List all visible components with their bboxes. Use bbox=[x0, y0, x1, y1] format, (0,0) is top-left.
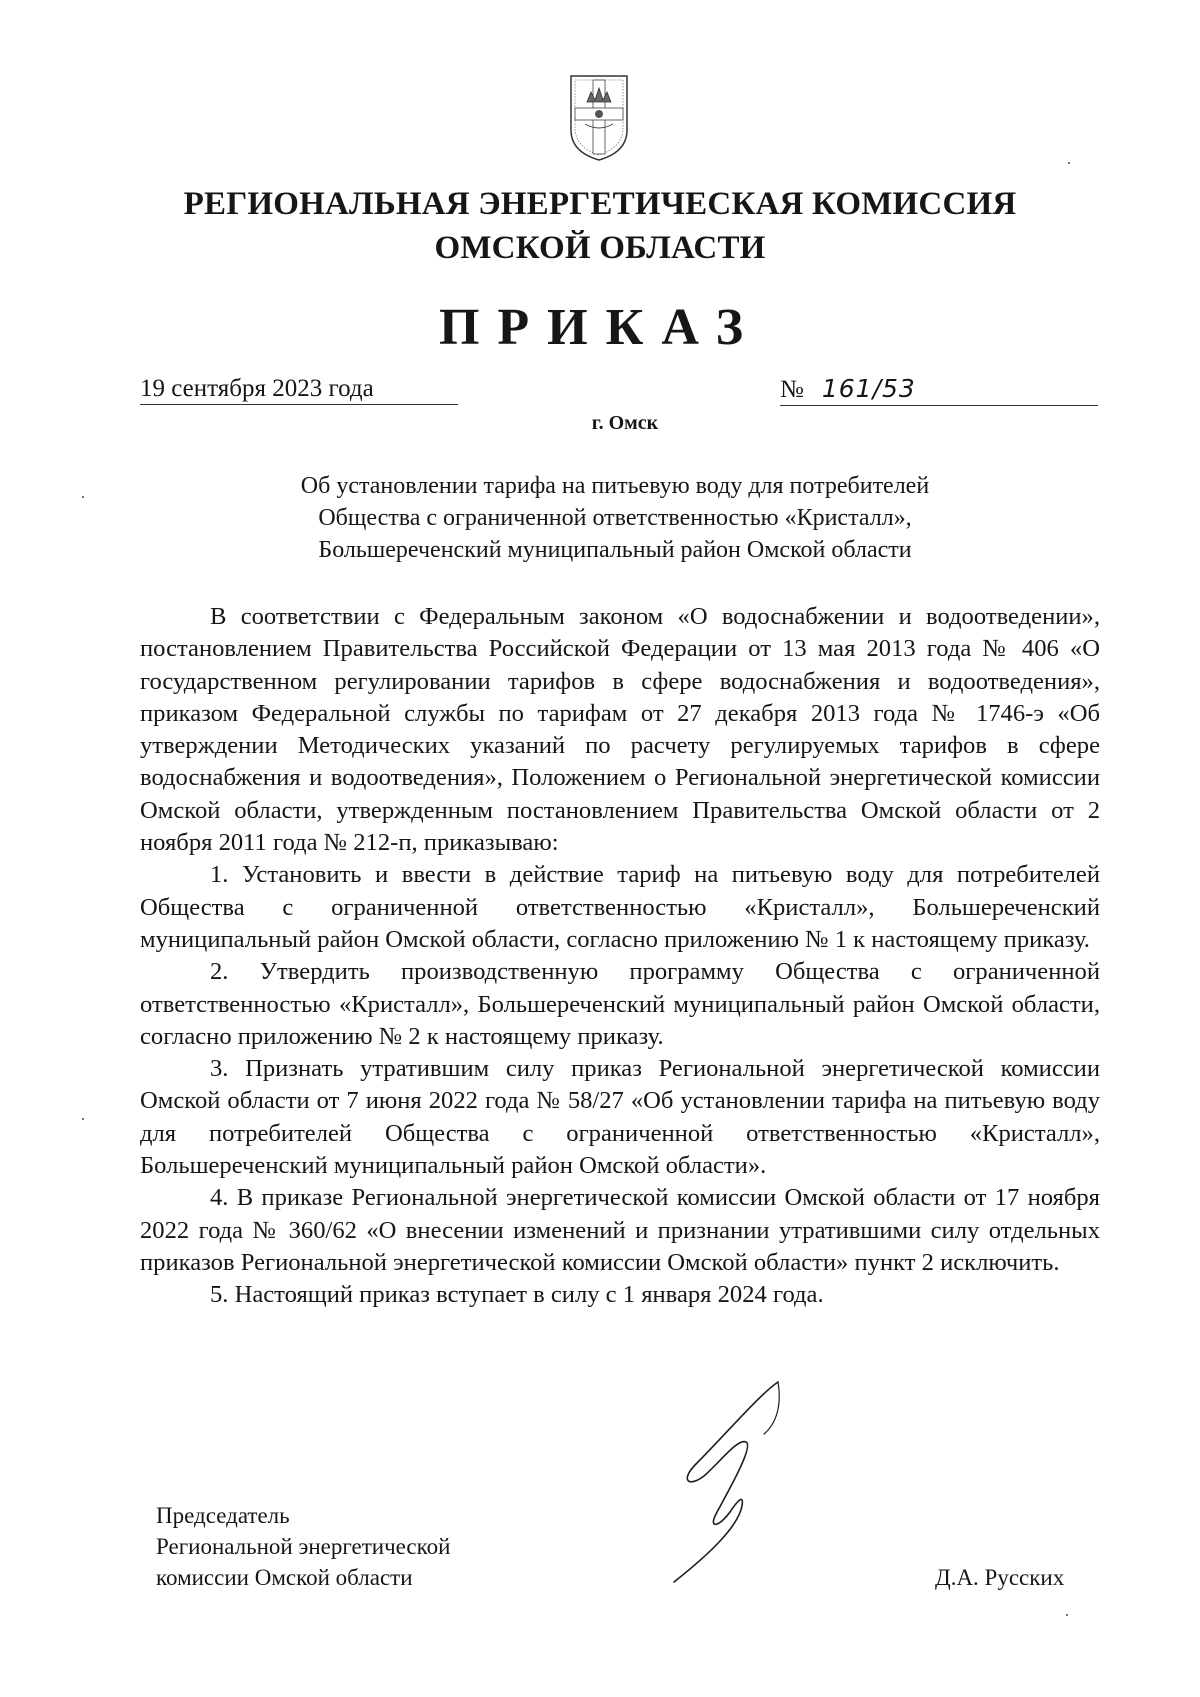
document-type-title: ПРИКАЗ bbox=[438, 299, 762, 356]
order-item-1: 1. Установить и ввести в действие тариф на питьевую воду для потребителей Общества с ограниченной ответственностью «Кристалл», Большереченский муниципальный район Омской области, согласно приложению № 1 к настоящему приказу. bbox=[140, 861, 1100, 953]
order-item-2: 2. Утвердить производственную программу Общества с ограниченной ответственностью «Кристалл», Большереченский муниципальный район Омской области, согласно приложению № 2 к настоящему приказу. bbox=[140, 958, 1100, 1050]
subject-line-3: Большереченский муниципальный район Омской области bbox=[318, 537, 912, 563]
organization-name bbox=[0, 182, 1200, 270]
signer-position-line-1: Председатель bbox=[156, 1503, 290, 1528]
scan-speck bbox=[1068, 162, 1070, 164]
document-date: 19 сентября 2023 года bbox=[140, 374, 458, 405]
scan-speck bbox=[82, 496, 84, 498]
order-item-3: 3. Признать утратившим силу приказ Региональной энергетической комиссии Омской области от 7 июня 2022 года № 58/27 «Об установлении тарифа на питьевую воду для потребителей Общества с ограниченной ответственностью «Кристалл», Большереченский муниципальный район Омской области». bbox=[140, 1055, 1100, 1180]
document-city: г. Омск bbox=[591, 412, 659, 434]
coat-of-arms-emblem bbox=[567, 72, 631, 164]
number-label: № bbox=[780, 376, 804, 403]
organization-line-2: ОМСКОЙ ОБЛАСТИ bbox=[434, 230, 766, 266]
document-number bbox=[780, 374, 1098, 406]
scan-speck bbox=[82, 1118, 84, 1120]
subject-line-2: Общества с ограниченной ответственностью «Кристалл», bbox=[318, 505, 912, 531]
organization-line-1: РЕГИОНАЛЬНАЯ ЭНЕРГЕТИЧЕСКАЯ КОМИССИЯ bbox=[183, 186, 1017, 222]
signer-position-line-2: Региональной энергетической bbox=[156, 1534, 451, 1559]
handwritten-signature bbox=[660, 1376, 860, 1586]
subject-line-1: Об установлении тарифа на питьевую воду для потребителей bbox=[300, 473, 930, 499]
order-item-4: 4. В приказе Региональной энергетической комиссии Омской области от 17 ноября 2022 года № 360/62 «О внесении изменений и признании утратившими силу отдельных приказов Региональной энергетической комиссии Омской области» пункт 2 исключить. bbox=[140, 1184, 1100, 1276]
order-item-5: 5. Настоящий приказ вступает в силу с 1 января 2024 года. bbox=[210, 1281, 824, 1309]
number-value: 161/53 bbox=[821, 374, 916, 403]
signer-name: Д.А. Русских bbox=[935, 1565, 1065, 1590]
document-subject bbox=[0, 470, 1200, 566]
preamble-paragraph: В соответствии с Федеральным законом «О водоснабжении и водоотведении», постановлением Правительства Российской Федерации от 13 мая 2013 года № 406 «О государственном регулировании тарифов в сфере водоснабжения и водоотведения», приказом Федеральной службы по тарифам от 27 декабря 2013 года № 1746-э «Об утверждении Методических указаний по расчету регулируемых тарифов в сфере водоснабжения и водоотведения», Положением о Региональной энергетической комиссии Омской области, утвержденным постановлением Правительства Омской области от 2 ноября 2011 года № 212-п, приказываю: bbox=[140, 603, 1100, 857]
scan-speck bbox=[1066, 1614, 1068, 1616]
signer-position-line-3: комиссии Омской области bbox=[156, 1565, 413, 1590]
document-body bbox=[140, 601, 1100, 1312]
signer-position bbox=[156, 1500, 450, 1593]
